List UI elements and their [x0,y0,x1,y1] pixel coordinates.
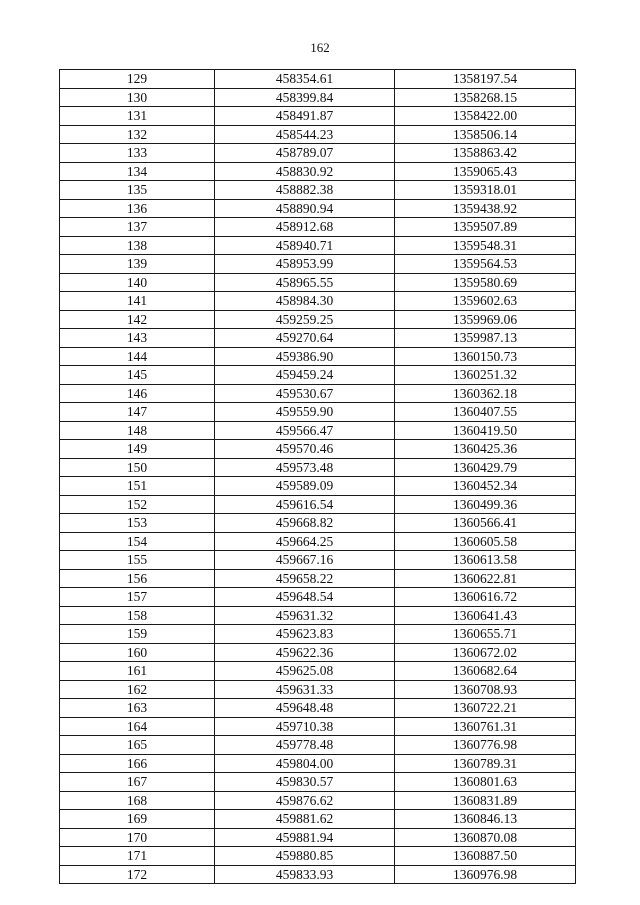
page-number: 162 [310,40,330,55]
table-row [60,384,576,403]
x-coordinate-cell: 459566.47 [215,421,395,440]
table-row [60,828,576,847]
x-coordinate-cell: 459648.54 [215,588,395,607]
x-coordinate-cell: 458491.87 [215,107,395,126]
y-coordinate-cell: 1360425.36 [395,440,576,459]
table-row [60,310,576,329]
point-number-cell: 167 [60,773,215,792]
y-coordinate-cell: 1359548.31 [395,236,576,255]
x-coordinate-cell: 459778.48 [215,736,395,755]
table-row [60,88,576,107]
point-number-cell: 160 [60,643,215,662]
table-row [60,699,576,718]
y-coordinate-cell: 1358268.15 [395,88,576,107]
y-coordinate-cell: 1360407.55 [395,403,576,422]
x-coordinate-cell: 458940.71 [215,236,395,255]
y-coordinate-cell: 1360499.36 [395,495,576,514]
point-number-cell: 172 [60,865,215,884]
point-number-cell: 138 [60,236,215,255]
table-row [60,477,576,496]
y-coordinate-cell: 1359318.01 [395,181,576,200]
table-row [60,847,576,866]
table-row [60,736,576,755]
x-coordinate-cell: 458953.99 [215,255,395,274]
table-row [60,532,576,551]
point-number-cell: 148 [60,421,215,440]
table-row [60,70,576,89]
y-coordinate-cell: 1358197.54 [395,70,576,89]
table-row [60,255,576,274]
table-row [60,403,576,422]
table-row [60,236,576,255]
point-number-cell: 132 [60,125,215,144]
y-coordinate-cell: 1360789.31 [395,754,576,773]
point-number-cell: 164 [60,717,215,736]
table-row [60,569,576,588]
point-number-cell: 129 [60,70,215,89]
x-coordinate-cell: 459625.08 [215,662,395,681]
x-coordinate-cell: 458882.38 [215,181,395,200]
y-coordinate-cell: 1358422.00 [395,107,576,126]
y-coordinate-cell: 1360831.89 [395,791,576,810]
x-coordinate-cell: 459881.94 [215,828,395,847]
y-coordinate-cell: 1360605.58 [395,532,576,551]
table-row [60,514,576,533]
x-coordinate-cell: 459631.33 [215,680,395,699]
table-row [60,551,576,570]
table-row [60,162,576,181]
table-row [60,329,576,348]
table-row [60,810,576,829]
y-coordinate-cell: 1360870.08 [395,828,576,847]
point-number-cell: 153 [60,514,215,533]
x-coordinate-cell: 459664.25 [215,532,395,551]
y-coordinate-cell: 1360616.72 [395,588,576,607]
x-coordinate-cell: 459589.09 [215,477,395,496]
x-coordinate-cell: 458354.61 [215,70,395,89]
table-row [60,495,576,514]
point-number-cell: 155 [60,551,215,570]
x-coordinate-cell: 459259.25 [215,310,395,329]
y-coordinate-cell: 1360622.81 [395,569,576,588]
point-number-cell: 135 [60,181,215,200]
x-coordinate-cell: 458789.07 [215,144,395,163]
point-number-cell: 144 [60,347,215,366]
y-coordinate-cell: 1360708.93 [395,680,576,699]
y-coordinate-cell: 1360251.32 [395,366,576,385]
x-coordinate-cell: 459880.85 [215,847,395,866]
y-coordinate-cell: 1360452.34 [395,477,576,496]
point-number-cell: 145 [60,366,215,385]
y-coordinate-cell: 1358863.42 [395,144,576,163]
table-row [60,199,576,218]
point-number-cell: 131 [60,107,215,126]
y-coordinate-cell: 1360613.58 [395,551,576,570]
point-number-cell: 169 [60,810,215,829]
x-coordinate-cell: 459833.93 [215,865,395,884]
y-coordinate-cell: 1359438.92 [395,199,576,218]
y-coordinate-cell: 1360150.73 [395,347,576,366]
y-coordinate-cell: 1360641.43 [395,606,576,625]
point-number-cell: 146 [60,384,215,403]
x-coordinate-cell: 459270.64 [215,329,395,348]
x-coordinate-cell: 458830.92 [215,162,395,181]
point-number-cell: 142 [60,310,215,329]
table-row [60,421,576,440]
point-number-cell: 156 [60,569,215,588]
point-number-cell: 134 [60,162,215,181]
point-number-cell: 147 [60,403,215,422]
x-coordinate-cell: 459622.36 [215,643,395,662]
x-coordinate-cell: 459559.90 [215,403,395,422]
x-coordinate-cell: 459386.90 [215,347,395,366]
x-coordinate-cell: 458890.94 [215,199,395,218]
x-coordinate-cell: 459667.16 [215,551,395,570]
table-row [60,791,576,810]
x-coordinate-cell: 459710.38 [215,717,395,736]
y-coordinate-cell: 1359580.69 [395,273,576,292]
point-number-cell: 130 [60,88,215,107]
y-coordinate-cell: 1360801.63 [395,773,576,792]
point-number-cell: 166 [60,754,215,773]
point-number-cell: 133 [60,144,215,163]
y-coordinate-cell: 1360362.18 [395,384,576,403]
x-coordinate-cell: 459623.83 [215,625,395,644]
y-coordinate-cell: 1360419.50 [395,421,576,440]
y-coordinate-cell: 1360776.98 [395,736,576,755]
point-number-cell: 154 [60,532,215,551]
x-coordinate-cell: 459570.46 [215,440,395,459]
y-coordinate-cell: 1359507.89 [395,218,576,237]
x-coordinate-cell: 458399.84 [215,88,395,107]
point-number-cell: 137 [60,218,215,237]
y-coordinate-cell: 1360846.13 [395,810,576,829]
point-number-cell: 150 [60,458,215,477]
y-coordinate-cell: 1359987.13 [395,329,576,348]
point-number-cell: 152 [60,495,215,514]
x-coordinate-cell: 459459.24 [215,366,395,385]
table-row [60,773,576,792]
point-number-cell: 165 [60,736,215,755]
x-coordinate-cell: 459668.82 [215,514,395,533]
point-number-cell: 151 [60,477,215,496]
table-row [60,865,576,884]
coordinates-table-body [60,70,576,884]
x-coordinate-cell: 458965.55 [215,273,395,292]
table-row [60,754,576,773]
y-coordinate-cell: 1360566.41 [395,514,576,533]
coordinates-table [59,69,576,884]
table-row [60,292,576,311]
x-coordinate-cell: 459631.32 [215,606,395,625]
point-number-cell: 170 [60,828,215,847]
point-number-cell: 162 [60,680,215,699]
x-coordinate-cell: 459881.62 [215,810,395,829]
table-row [60,144,576,163]
point-number-cell: 168 [60,791,215,810]
y-coordinate-cell: 1360976.98 [395,865,576,884]
y-coordinate-cell: 1360887.50 [395,847,576,866]
x-coordinate-cell: 459876.62 [215,791,395,810]
y-coordinate-cell: 1359065.43 [395,162,576,181]
point-number-cell: 163 [60,699,215,718]
x-coordinate-cell: 459530.67 [215,384,395,403]
x-coordinate-cell: 458544.23 [215,125,395,144]
y-coordinate-cell: 1360672.02 [395,643,576,662]
point-number-cell: 136 [60,199,215,218]
point-number-cell: 157 [60,588,215,607]
x-coordinate-cell: 458984.30 [215,292,395,311]
table-row [60,366,576,385]
x-coordinate-cell: 459648.48 [215,699,395,718]
table-row [60,625,576,644]
y-coordinate-cell: 1360429.79 [395,458,576,477]
table-row [60,125,576,144]
table-row [60,440,576,459]
table-row [60,717,576,736]
point-number-cell: 139 [60,255,215,274]
table-row [60,347,576,366]
table-row [60,458,576,477]
x-coordinate-cell: 459804.00 [215,754,395,773]
point-number-cell: 140 [60,273,215,292]
table-row [60,181,576,200]
table-row [60,643,576,662]
y-coordinate-cell: 1359969.06 [395,310,576,329]
x-coordinate-cell: 459830.57 [215,773,395,792]
y-coordinate-cell: 1360761.31 [395,717,576,736]
point-number-cell: 149 [60,440,215,459]
point-number-cell: 159 [60,625,215,644]
y-coordinate-cell: 1359564.53 [395,255,576,274]
table-row [60,680,576,699]
table-row [60,662,576,681]
point-number-cell: 158 [60,606,215,625]
table-row [60,588,576,607]
point-number-cell: 171 [60,847,215,866]
table-row [60,218,576,237]
x-coordinate-cell: 458912.68 [215,218,395,237]
point-number-cell: 141 [60,292,215,311]
table-row [60,273,576,292]
y-coordinate-cell: 1359602.63 [395,292,576,311]
y-coordinate-cell: 1360655.71 [395,625,576,644]
table-row [60,107,576,126]
x-coordinate-cell: 459616.54 [215,495,395,514]
y-coordinate-cell: 1360722.21 [395,699,576,718]
y-coordinate-cell: 1358506.14 [395,125,576,144]
point-number-cell: 161 [60,662,215,681]
table-row [60,606,576,625]
x-coordinate-cell: 459658.22 [215,569,395,588]
x-coordinate-cell: 459573.48 [215,458,395,477]
point-number-cell: 143 [60,329,215,348]
y-coordinate-cell: 1360682.64 [395,662,576,681]
